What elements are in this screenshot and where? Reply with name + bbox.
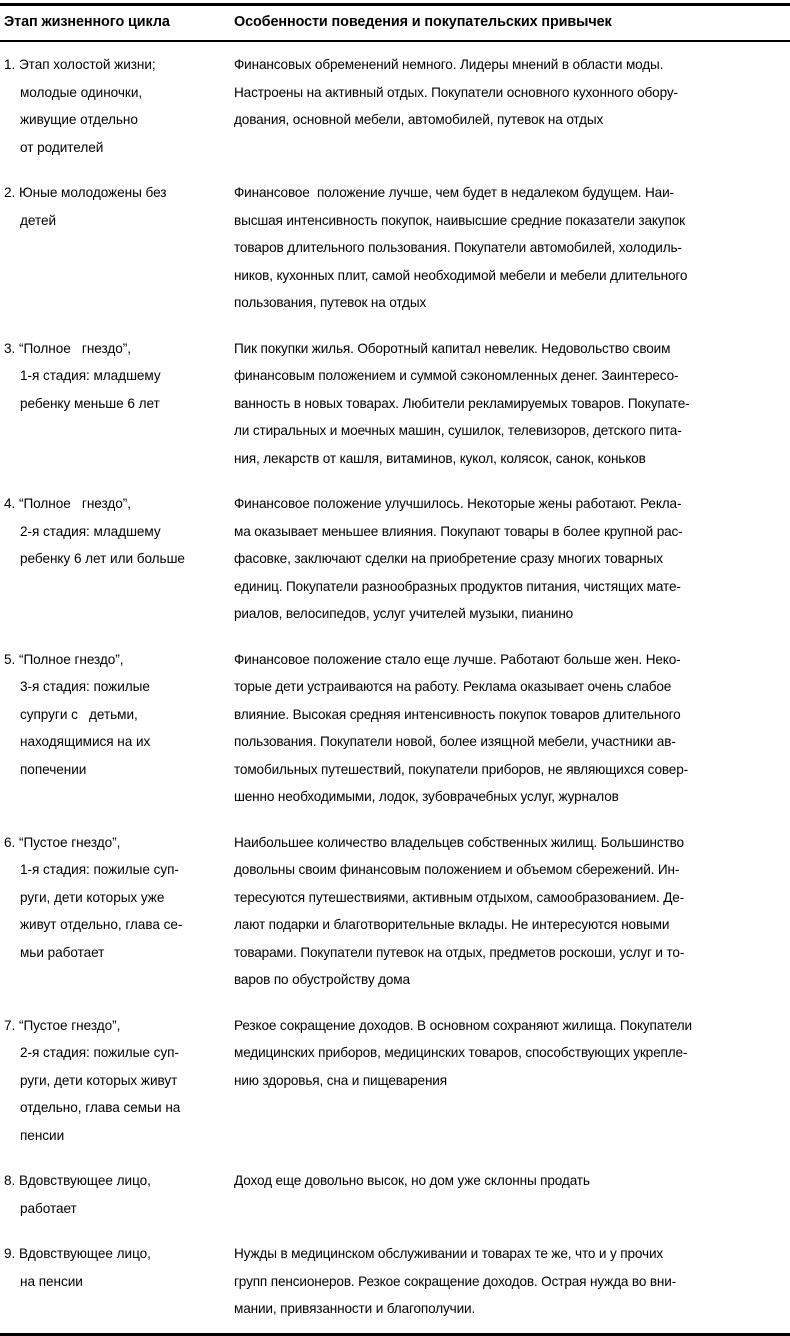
behavior-line: риалов, велосипедов, услуг учителей музыки, пианино <box>234 606 574 621</box>
column-header-behavior <box>234 13 790 32</box>
table-row <box>0 490 790 646</box>
table-row <box>0 179 790 335</box>
cell-behavior <box>234 1012 790 1095</box>
behavior-line: ния, лекарств от кашля, витаминов, кукол, колясок, санок, коньков <box>234 450 646 466</box>
stage-line: детей <box>20 212 57 228</box>
behavior-line: фасовке, заключают сделки на приобретение сразу многих товарных <box>234 551 663 566</box>
cell-stage <box>0 646 234 784</box>
behavior-line: единиц. Покупатели разнообразных продуктов питания, чистящих мате- <box>234 578 681 594</box>
behavior-line: финансовым положением и суммой сэкономленных денег. Заинтересо- <box>234 368 679 383</box>
cell-behavior <box>234 51 790 134</box>
behavior-line: товаров длительного пользования. Покупатели автомобилей, холодиль- <box>234 240 682 255</box>
table-row <box>0 1167 790 1240</box>
table-body <box>0 42 790 1333</box>
stage-line: мьи работает <box>20 944 105 960</box>
stage-line: 4. “Полное гнездо”, <box>4 496 131 511</box>
behavior-line: влияние. Высокая средняя интенсивность покупок товаров длительного <box>234 706 681 722</box>
behavior-line: высшая интенсивность покупок, наивысшие средние показатели закупок <box>234 212 685 228</box>
behavior-line: Наибольшее количество владельцев собственных жилищ. Большинство <box>234 834 684 850</box>
stage-line: работает <box>20 1200 77 1216</box>
stage-line: 2-я стадия: младшему <box>20 523 161 539</box>
cell-behavior <box>234 829 790 994</box>
column-header-stage <box>0 13 234 32</box>
table-row <box>0 1012 790 1168</box>
behavior-line: довольны своим финансовым положением и объемом сбережений. Ин- <box>234 862 680 877</box>
cell-behavior <box>234 1167 790 1195</box>
behavior-line: нию здоровья, сна и пищеварения <box>234 1072 447 1088</box>
stage-line: попечении <box>20 761 87 777</box>
cell-behavior <box>234 646 790 811</box>
behavior-line: варов по обустройству дома <box>234 972 410 987</box>
behavior-line: Нужды в медицинском обслуживании и товарах те же, что и у прочих <box>234 1246 664 1261</box>
stage-line: 9. Вдовствующее лицо, <box>4 1246 151 1261</box>
cell-behavior <box>234 179 790 317</box>
stage-line: 3. “Полное гнездо”, <box>4 340 131 356</box>
stage-line: руги, дети которых уже <box>20 889 165 905</box>
cell-stage <box>0 335 234 418</box>
stage-line: 2-я стадия: пожилые суп- <box>20 1045 179 1060</box>
stage-line: ребенку меньше 6 лет <box>20 395 160 411</box>
behavior-line: Финансовых обременений немного. Лидеры мнений в области моды. <box>234 57 664 72</box>
behavior-line: торые дети устраиваются на работу. Реклама оказывает очень слабое <box>234 679 672 694</box>
behavior-line: ников, кухонных плит, самой необходимой мебели и мебели длительного <box>234 267 688 283</box>
behavior-line: ванность в новых товарах. Любители рекламируемых товаров. Покупате- <box>234 395 690 411</box>
behavior-line: Резкое сокращение доходов. В основном сохраняют жилища. Покупатели <box>234 1017 692 1033</box>
stage-line: живут отдельно, глава се- <box>20 917 183 932</box>
cell-stage <box>0 51 234 161</box>
stage-line: молодые одиночки, <box>20 84 143 100</box>
behavior-line: Настроены на активный отдых. Покупатели основного кухонного обору- <box>234 84 678 100</box>
behavior-line: шенно необходимыми, лодок, зубоврачебных услуг, журналов <box>234 789 619 804</box>
behavior-line: ма оказывает меньшее влияния. Покупают товары в более крупной рас- <box>234 523 683 539</box>
table-header-row <box>0 6 790 40</box>
stage-line: 1-я стадия: пожилые суп- <box>20 862 179 877</box>
behavior-line: пользования. Покупатели новой, более изящной мебели, участники ав- <box>234 734 676 749</box>
stage-line: живущие отдельно <box>20 112 138 127</box>
table-row <box>0 51 790 179</box>
stage-line: 6. “Пустое гнездо”, <box>4 834 121 850</box>
stage-line: от родителей <box>20 139 104 155</box>
stage-line: находящимися на их <box>20 734 151 749</box>
table-row <box>0 646 790 829</box>
behavior-line: томобильных путешествий, покупатели приборов, не являющихся совер- <box>234 761 688 777</box>
behavior-line: Доход еще довольно высок, но дом уже склонны продать <box>234 1173 590 1188</box>
cell-stage <box>0 1240 234 1295</box>
stage-line: 2. Юные молодожены без <box>4 185 167 200</box>
table-row <box>0 1240 790 1333</box>
table-row <box>0 335 790 491</box>
stage-line: 7. “Пустое гнездо”, <box>4 1017 121 1033</box>
behavior-line: групп пенсионеров. Резкое сокращение доходов. Острая нужда во вни- <box>234 1273 677 1289</box>
behavior-line: Финансовое положение лучше, чем будет в недалеком будущем. Наи- <box>234 185 674 200</box>
stage-line: отдельно, глава семьи на <box>20 1100 181 1115</box>
behavior-line: пользования, путевок на отдых <box>234 295 427 310</box>
column-header-stage-label: Этап жизненного цикла <box>4 14 170 30</box>
cell-stage <box>0 1012 234 1150</box>
table-bottom-rule <box>0 1333 790 1336</box>
stage-line: на пенсии <box>20 1273 83 1289</box>
lifecycle-table <box>0 3 790 1336</box>
behavior-line: медицинских приборов, медицинских товаров, способствующих укрепле- <box>234 1045 688 1060</box>
stage-line: 5. “Полное гнездо”, <box>4 651 124 667</box>
stage-line: 1. Этап холостой жизни; <box>4 57 156 72</box>
behavior-line: ли стиральных и моечных машин, сушилок, телевизоров, детского пита- <box>234 423 682 438</box>
cell-behavior <box>234 335 790 473</box>
behavior-line: Финансовое положение улучшилось. Некоторые жены работают. Рекла- <box>234 496 682 511</box>
behavior-line: Финансовое положение стало еще лучше. Работают больше жен. Неко- <box>234 651 681 667</box>
cell-stage <box>0 1167 234 1222</box>
stage-line: 1-я стадия: младшему <box>20 368 161 383</box>
behavior-line: дования, основной мебели, автомобилей, путевок на отдых <box>234 112 604 127</box>
table-row <box>0 829 790 1012</box>
cell-behavior <box>234 490 790 628</box>
behavior-line: лают подарки и благотворительные вклады. Не интересуются новыми <box>234 917 670 932</box>
behavior-line: мании, привязанности и благополучии. <box>234 1301 476 1316</box>
stage-line: 3-я стадия: пожилые <box>20 679 150 694</box>
cell-stage <box>0 490 234 573</box>
stage-line: ребенку 6 лет или больше <box>20 551 185 566</box>
column-header-behavior-label: Особенности поведения и покупательских привычек <box>234 14 612 30</box>
stage-line: пенсии <box>20 1127 65 1143</box>
cell-stage <box>0 829 234 967</box>
behavior-line: товарами. Покупатели путевок на отдых, предметов роскоши, услуг и то- <box>234 944 685 960</box>
stage-line: руги, дети которых живут <box>20 1072 178 1088</box>
stage-line: супруги с детьми, <box>20 706 138 722</box>
cell-behavior <box>234 1240 790 1323</box>
behavior-line: тересуются путешествиями, активным отдыхом, самообразованием. Де- <box>234 889 685 905</box>
cell-stage <box>0 179 234 234</box>
stage-line: 8. Вдовствующее лицо, <box>4 1173 151 1188</box>
behavior-line: Пик покупки жилья. Оборотный капитал невелик. Недовольство своим <box>234 340 671 356</box>
